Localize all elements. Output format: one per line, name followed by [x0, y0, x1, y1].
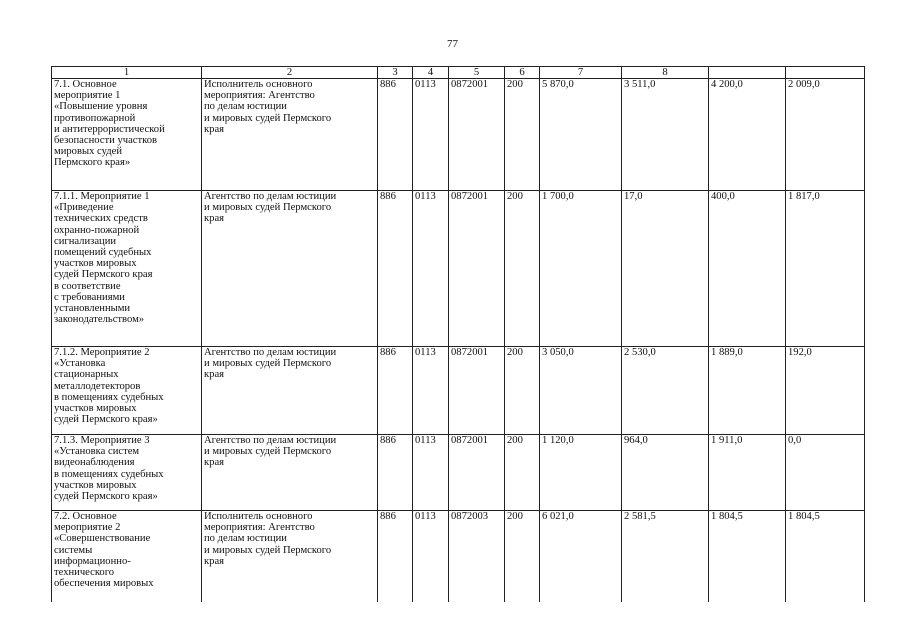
- activity-name-cell: 7.2. Основное мероприятие 2 «Совершенствование системы информационно- технического обеспечения мировых: [52, 511, 202, 603]
- amount-cell-4: 192,0: [786, 347, 865, 435]
- table-row: [52, 79, 865, 191]
- expense-type-cell: 200: [505, 435, 540, 511]
- header-cell-1: 1: [52, 67, 202, 79]
- activity-name-cell: 7.1.1. Мероприятие 1 «Приведение технических средств охранно-пожарной сигнализации помещений судебных участков мировых судей Пермского края в соответствие с требованиями установленными законодательством»: [52, 191, 202, 347]
- target-article-cell: 0872001: [449, 347, 505, 435]
- amount-cell-1: 5 870,0: [540, 79, 622, 191]
- amount-cell-4: 0,0: [786, 435, 865, 511]
- expense-type-cell: 200: [505, 191, 540, 347]
- expense-type-cell: 200: [505, 79, 540, 191]
- executor-cell: Исполнитель основного мероприятия: Агентство по делам юстиции и мировых судей Пермского края: [202, 511, 378, 603]
- table-row: [52, 435, 865, 511]
- amount-cell-1: 6 021,0: [540, 511, 622, 603]
- table-row: [52, 191, 865, 347]
- header-cell-5: 5: [449, 67, 505, 79]
- grbs-cell: 886: [378, 191, 413, 347]
- header-cell-4: 4: [413, 67, 449, 79]
- target-article-cell: 0872001: [449, 191, 505, 347]
- header-cell-10: [786, 67, 865, 79]
- amount-cell-3: 400,0: [709, 191, 786, 347]
- header-cell-9: [709, 67, 786, 79]
- budget-table: [51, 66, 865, 602]
- executor-cell: Агентство по делам юстиции и мировых судей Пермского края: [202, 435, 378, 511]
- target-article-cell: 0872001: [449, 79, 505, 191]
- section-cell: 0113: [413, 79, 449, 191]
- target-article-cell: 0872003: [449, 511, 505, 603]
- expense-type-cell: 200: [505, 511, 540, 603]
- header-cell-8: 8: [622, 67, 709, 79]
- grbs-cell: 886: [378, 79, 413, 191]
- amount-cell-2: 964,0: [622, 435, 709, 511]
- amount-cell-2: 17,0: [622, 191, 709, 347]
- amount-cell-3: 1 911,0: [709, 435, 786, 511]
- executor-cell: Агентство по делам юстиции и мировых судей Пермского края: [202, 347, 378, 435]
- page-number: 77: [447, 38, 458, 50]
- amount-cell-2: 2 530,0: [622, 347, 709, 435]
- amount-cell-4: 2 009,0: [786, 79, 865, 191]
- header-cell-6: 6: [505, 67, 540, 79]
- table-header-row: [52, 67, 865, 79]
- amount-cell-3: 4 200,0: [709, 79, 786, 191]
- header-cell-2: 2: [202, 67, 378, 79]
- activity-name-cell: 7.1.2. Мероприятие 2 «Установка стационарных металлодетекторов в помещениях судебных участков мировых судей Пермского края»: [52, 347, 202, 435]
- section-cell: 0113: [413, 191, 449, 347]
- table-row: [52, 511, 865, 603]
- expense-type-cell: 200: [505, 347, 540, 435]
- table-row: [52, 347, 865, 435]
- amount-cell-3: 1 889,0: [709, 347, 786, 435]
- activity-name-cell: 7.1.3. Мероприятие 3 «Установка систем видеонаблюдения в помещениях судебных участков мировых судей Пермского края»: [52, 435, 202, 511]
- amount-cell-1: 1 700,0: [540, 191, 622, 347]
- executor-cell: Исполнитель основного мероприятия: Агентство по делам юстиции и мировых судей Пермского края: [202, 79, 378, 191]
- grbs-cell: 886: [378, 435, 413, 511]
- grbs-cell: 886: [378, 347, 413, 435]
- amount-cell-4: 1 817,0: [786, 191, 865, 347]
- amount-cell-3: 1 804,5: [709, 511, 786, 603]
- activity-name-cell: 7.1. Основное мероприятие 1 «Повышение уровня противопожарной и антитеррористической безопасности участков мировых судей Пермского края»: [52, 79, 202, 191]
- section-cell: 0113: [413, 435, 449, 511]
- section-cell: 0113: [413, 511, 449, 603]
- amount-cell-4: 1 804,5: [786, 511, 865, 603]
- amount-cell-1: 3 050,0: [540, 347, 622, 435]
- amount-cell-2: 3 511,0: [622, 79, 709, 191]
- grbs-cell: 886: [378, 511, 413, 603]
- section-cell: 0113: [413, 347, 449, 435]
- executor-cell: Агентство по делам юстиции и мировых судей Пермского края: [202, 191, 378, 347]
- amount-cell-2: 2 581,5: [622, 511, 709, 603]
- header-cell-3: 3: [378, 67, 413, 79]
- target-article-cell: 0872001: [449, 435, 505, 511]
- header-cell-7: 7: [540, 67, 622, 79]
- amount-cell-1: 1 120,0: [540, 435, 622, 511]
